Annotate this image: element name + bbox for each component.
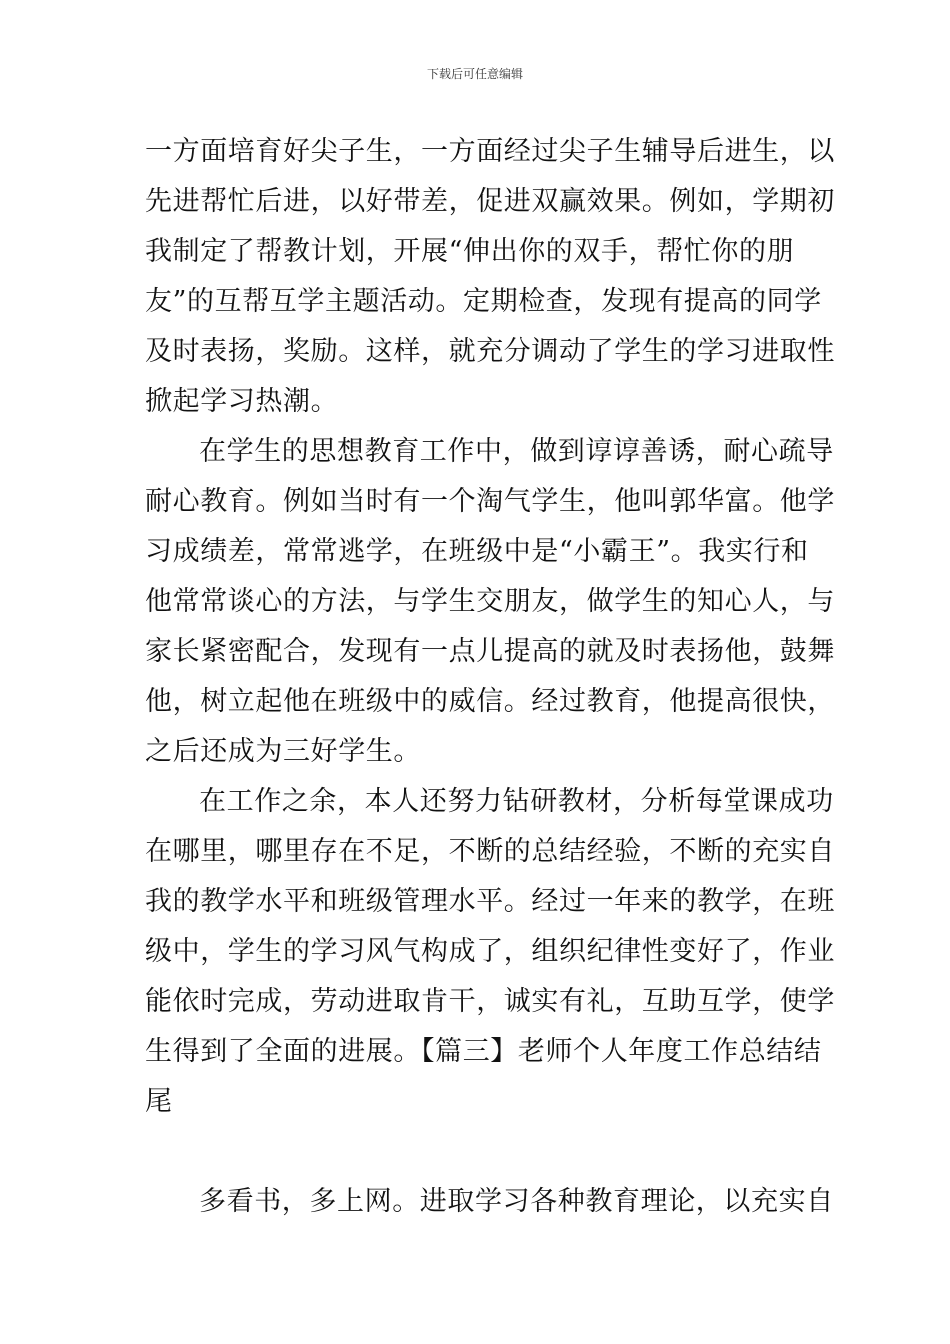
text-line: 多看书，多上网。进取学习各种教育理论，以充实自 — [199, 1186, 834, 1217]
page-header: 下载后可任意编辑 — [426, 67, 523, 81]
text-line: 在工作之余，本人还努力钻研教材，分析每堂课成功 — [199, 786, 834, 817]
text-line: 一方面培育好尖子生，一方面经过尖子生辅导后进生，以 — [145, 136, 835, 167]
text-line: 在哪里，哪里存在不足，不断的总结经验，不断的充实自 — [145, 836, 835, 867]
text-line: 他常常谈心的方法，与学生交朋友，做学生的知心人，与 — [145, 586, 835, 617]
text-line: 生得到了全面的进展。【篇三】老师个人年度工作总结结 — [145, 1036, 822, 1067]
text-line: 及时表扬，奖励。这样，就充分调动了学生的学习进取性 — [145, 336, 835, 367]
text-line: 我制定了帮教计划，开展“伸出你的双手，帮忙你的朋 — [145, 236, 795, 267]
blank-line — [145, 1127, 815, 1177]
text-line: 友”的互帮互学主题活动。定期检查，发现有提高的同学 — [145, 286, 822, 317]
text-line: 他，树立起他在班级中的威信。经过教育，他提高很快， — [145, 686, 835, 717]
document-body — [145, 127, 835, 1227]
text-line: 家长紧密配合，发现有一点儿提高的就及时表扬他，鼓舞 — [145, 636, 835, 667]
text-line: 耐心教育。例如当时有一个淘气学生，他叫郭华富。他学 — [145, 486, 835, 517]
text-line: 能依时完成，劳动进取肯干，诚实有礼，互助互学，使学 — [145, 986, 835, 1017]
text-line: 之后还成为三好学生。 — [145, 736, 421, 767]
text-line: 我的教学水平和班级管理水平。经过一年来的教学，在班 — [145, 886, 835, 917]
text-line: 习成绩差，常常逃学，在班级中是“小霸王”。我实行和 — [145, 536, 809, 567]
text-line: 级中，学生的学习风气构成了，组织纪律性变好了，作业 — [145, 936, 835, 967]
text-line: 在学生的思想教育工作中，做到谆谆善诱，耐心疏导 — [199, 436, 834, 467]
text-line: 先进帮忙后进，以好带差，促进双赢效果。例如，学期初 — [145, 186, 835, 217]
text-line: 掀起学习热潮。 — [145, 386, 339, 417]
text-line: 尾 — [145, 1086, 173, 1117]
